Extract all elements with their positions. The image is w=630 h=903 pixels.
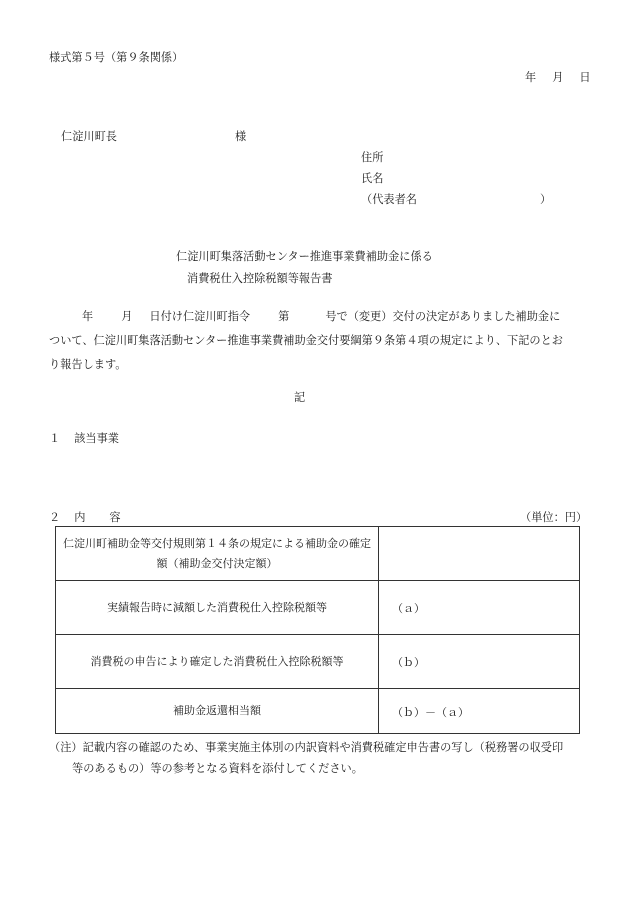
body-month: 月 (121, 310, 133, 323)
table-row (56, 635, 580, 689)
report-table (55, 526, 580, 734)
row-label-line-2: 額（補助金交付決定額） (156, 556, 278, 570)
row-value (379, 689, 580, 734)
section-1-heading (49, 432, 119, 446)
table-row (56, 527, 580, 581)
section-2-heading (49, 511, 121, 525)
body-end: 号で（変更）交付の決定がありました補助金に (325, 310, 561, 323)
representative-open: （代表者名 (361, 193, 417, 206)
addressee-name: 仁淀川町長 (61, 130, 117, 143)
row-label: 補助金返還相当額 (56, 689, 379, 734)
representative-close: ） (540, 193, 552, 206)
row-value-text: （ａ） (392, 602, 425, 615)
date-day: 日 (579, 71, 591, 84)
row-value (379, 635, 580, 689)
date-month: 月 (552, 71, 564, 84)
date-year: 年 (525, 71, 537, 84)
note-line-2: 等のあるもの）等の参考となる資料を添付してください。 (72, 762, 363, 775)
applicant-name-label: 氏名 (361, 172, 384, 185)
section-1-number: １ (49, 432, 61, 445)
table-row (56, 689, 580, 734)
unit-label: （単位：円） (520, 511, 588, 524)
body-mid: 日付け仁淀川町指令 (149, 310, 251, 323)
applicant-address-label: 住所 (361, 151, 384, 164)
section-2-title-b: 容 (109, 511, 121, 524)
body-line-1 (49, 305, 584, 329)
row-label (56, 527, 379, 581)
title-line-2: 消費税仕入控除税額等報告書 (187, 272, 333, 285)
body-dai: 第 (278, 310, 290, 323)
form-number: 様式第５号（第９条関係） (49, 51, 184, 64)
date-line (525, 71, 591, 85)
row-label: 消費税の申告により確定した消費税仕入控除税額等 (56, 635, 379, 689)
addressee-honorific: 様 (235, 130, 247, 143)
body-line-2: ついて、仁淀川町集落活動センター推進事業費補助金交付要綱第９条第４項の規定により、下記のとお (49, 334, 563, 347)
row-value-text (379, 552, 579, 555)
row-value-text: （ｂ） (392, 656, 425, 669)
section-2-number: ２ (49, 511, 61, 524)
section-1-title: 該当事業 (74, 432, 119, 445)
note-line-1: （注）記載内容の確認のため、事業実施主体別の内訳資料や消費税確定申告書の写し（税務署の収受印 (49, 741, 564, 754)
body-line-3: り報告します。 (49, 358, 127, 371)
section-2-title-a: 内 (74, 511, 86, 524)
row-label: 実績報告時に減額した消費税仕入控除税額等 (56, 581, 379, 635)
row-value-text: （ｂ）－（ａ） (392, 705, 469, 719)
body-paragraph (49, 305, 584, 377)
row-label-line-1: 仁淀川町補助金等交付規則第１４条の規定による補助金の確定 (63, 536, 371, 550)
row-value (379, 527, 580, 581)
ki-heading: 記 (294, 391, 306, 404)
title-line-1: 仁淀川町集落活動センター推進事業費補助金に係る (176, 250, 433, 263)
body-year: 年 (82, 310, 94, 323)
table-row (56, 581, 580, 635)
row-value (379, 581, 580, 635)
